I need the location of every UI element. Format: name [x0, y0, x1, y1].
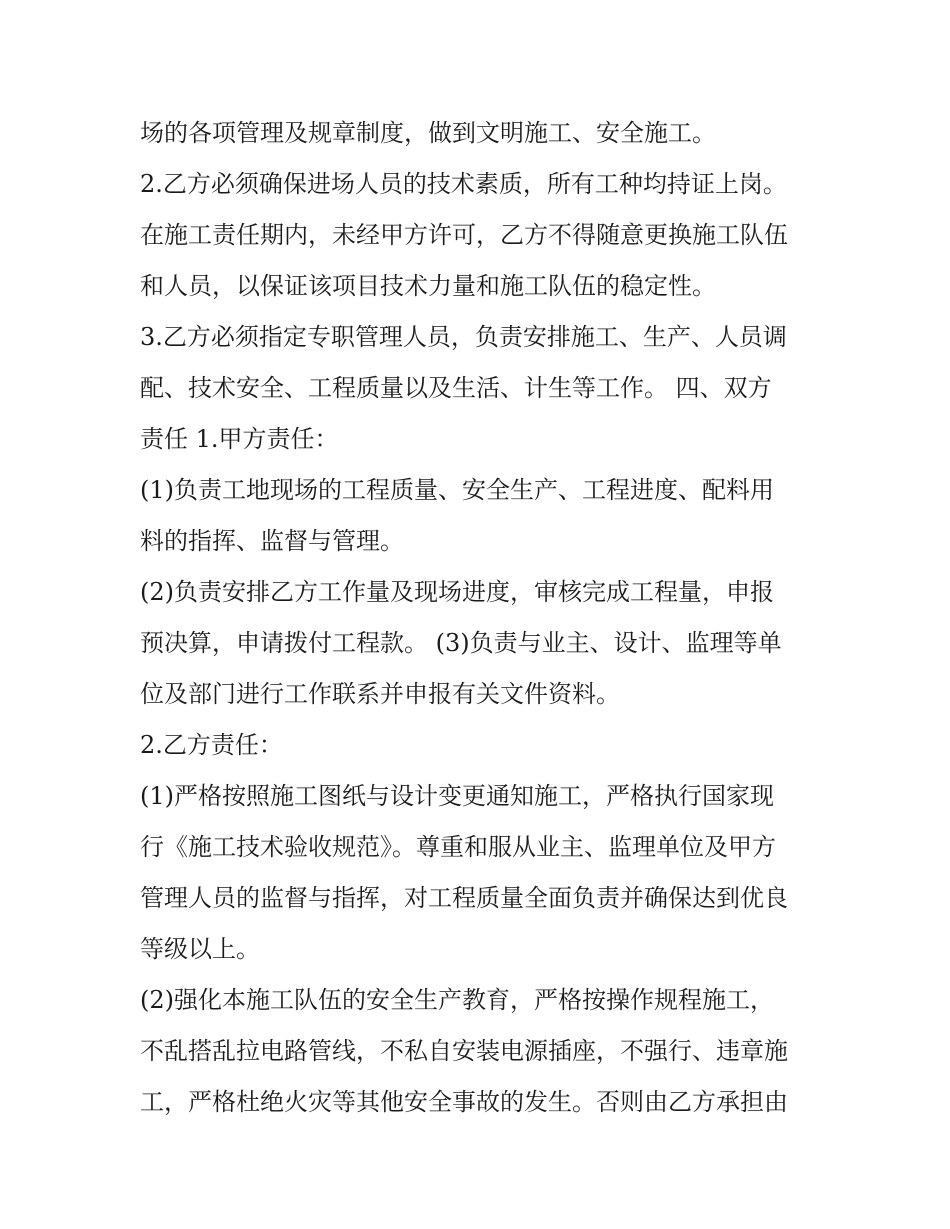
text-line: (2)强化本施工队伍的安全生产教育，严格按操作规程施工，	[140, 986, 774, 1014]
text-line: 责任 1.甲方责任：	[140, 425, 339, 453]
text-line: 管理人员的监督与指挥，对工程质量全面负责并确保达到优良	[140, 884, 788, 912]
text-line: 等级以上。	[140, 935, 260, 963]
text-line: (2)负责安排乙方工作量及现场进度，审核完成工程量，申报	[140, 578, 774, 606]
text-line: 工，严格杜绝火灾等其他安全事故的发生。否则由乙方承担由	[140, 1088, 788, 1116]
text-line: 在施工责任期内，未经甲方许可，乙方不得随意更换施工队伍	[140, 221, 788, 249]
text-line: (1)严格按照施工图纸与设计变更通知施工，严格执行国家现	[140, 782, 774, 810]
text-line: 和人员，以保证该项目技术力量和施工队伍的稳定性。	[140, 272, 716, 300]
document-body	[140, 108, 820, 1128]
text-line: 位及部门进行工作联系并申报有关文件资料。	[140, 680, 620, 708]
text-line: 行《施工技术验收规范》。尊重和服从业主、监理单位及甲方	[140, 833, 776, 861]
text-line: 2.乙方必须确保进场人员的技术素质，所有工种均持证上岗。	[140, 170, 787, 198]
text-line: 不乱搭乱拉电路管线，不私自安装电源插座，不强行、违章施	[140, 1037, 788, 1065]
text-line: 预决算，申请拨付工程款。 (3)负责与业主、设计、监理等单	[140, 629, 782, 657]
text-line: 料的指挥、监督与管理。	[140, 527, 404, 555]
text-line: 2.乙方责任：	[140, 731, 283, 759]
text-line: 场的各项管理及规章制度，做到文明施工、安全施工。	[140, 119, 716, 147]
text-line: 配、技术安全、工程质量以及生活、计生等工作。 四、双方	[140, 374, 772, 402]
text-line: (1)负责工地现场的工程质量、安全生产、工程进度、配料用	[140, 476, 774, 504]
text-line: 3.乙方必须指定专职管理人员，负责安排施工、生产、人员调	[140, 323, 787, 351]
